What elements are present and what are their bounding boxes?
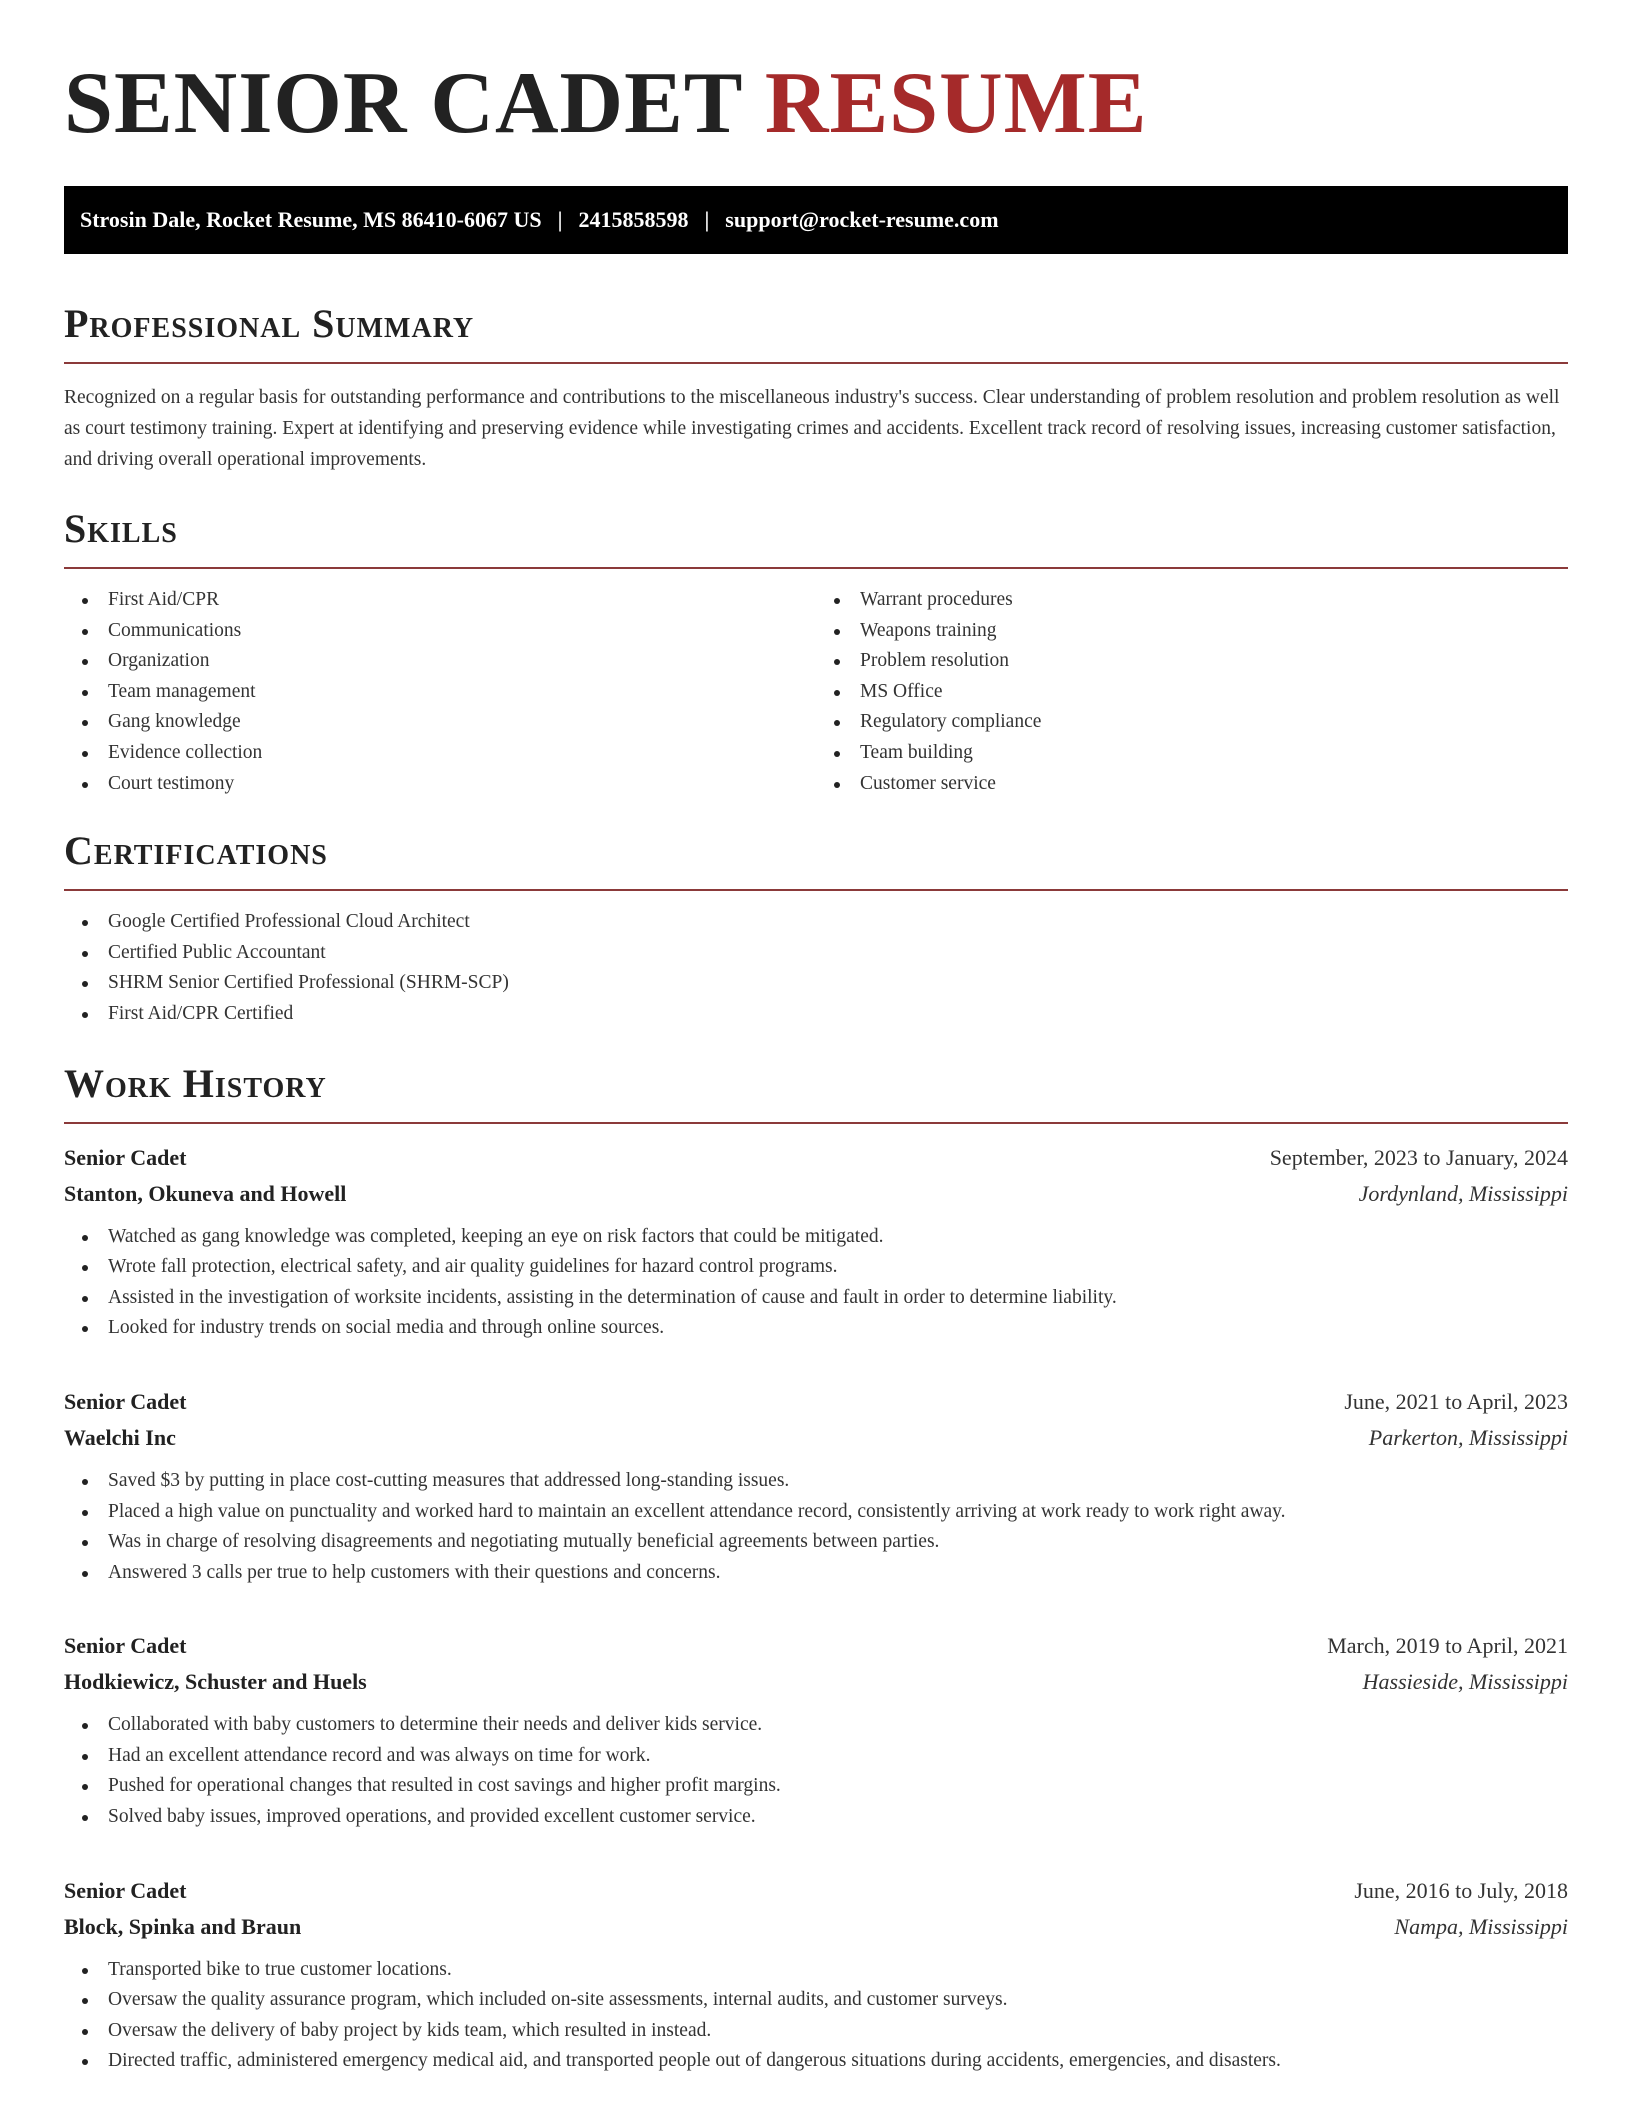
skill-item: First Aid/CPR	[64, 585, 816, 616]
certification-item: Certified Public Accountant	[64, 938, 1568, 969]
contact-email: support@rocket-resume.com	[725, 207, 999, 232]
skill-item: MS Office	[816, 677, 1568, 708]
summary-text: Recognized on a regular basis for outstanding performance and contributions to the miscellaneous industry's success. Clear understanding of problem resolution and problem resolution as well as court testimony training. Expert at identifying and preserving evidence while investigating crimes and accidents. Excellent track record of resolving issues, increasing customer satisfaction, and driving overall operational improvements.	[64, 387, 1560, 470]
contact-phone: 2415858598	[578, 207, 689, 232]
skill-item: Warrant procedures	[816, 585, 1568, 616]
job-location: Nampa, Mississippi	[1394, 1913, 1568, 1939]
job-company-row	[64, 1176, 1568, 1212]
job-duty: Solved baby issues, improved operations, and provided excellent customer service.	[64, 1802, 1568, 1833]
job-dates: June, 2016 to July, 2018	[1354, 1877, 1568, 1903]
job-entry	[64, 1384, 1568, 1588]
job-company-row	[64, 1909, 1568, 1945]
skill-item: Court testimony	[64, 769, 816, 800]
job-title: Senior Cadet	[64, 1633, 187, 1659]
contact-bar	[64, 186, 1568, 254]
skill-item: Gang knowledge	[64, 707, 816, 738]
job-title: Senior Cadet	[64, 1877, 187, 1903]
section-divider	[64, 362, 1568, 364]
job-header-row	[64, 1384, 1568, 1420]
skill-item: Regulatory compliance	[816, 707, 1568, 738]
title-main: SENIOR CADET	[64, 55, 742, 152]
certification-item: First Aid/CPR Certified	[64, 999, 1568, 1030]
skill-item: Communications	[64, 616, 816, 647]
job-entry	[64, 1628, 1568, 1832]
section-heading-summary: Professional Summary	[64, 301, 475, 346]
resume-title	[64, 52, 1568, 156]
job-company: Block, Spinka and Braun	[64, 1913, 302, 1939]
job-list	[64, 1140, 1568, 2078]
job-company: Stanton, Okuneva and Howell	[64, 1180, 347, 1206]
job-location: Jordynland, Mississippi	[1358, 1180, 1568, 1206]
skills-section	[64, 505, 1568, 799]
certifications-section	[64, 827, 1568, 1029]
contact-separator: |	[704, 207, 710, 232]
job-duty: Oversaw the quality assurance program, which included on-site assessments, internal audits, and customer surveys.	[64, 1985, 1568, 2016]
job-duty: Oversaw the delivery of baby project by kids team, which resulted in instead.	[64, 2016, 1568, 2047]
job-location: Parkerton, Mississippi	[1368, 1424, 1568, 1450]
skills-list-right	[816, 585, 1568, 799]
skills-columns	[64, 569, 1568, 799]
skill-item: Problem resolution	[816, 646, 1568, 677]
job-duty: Saved $3 by putting in place cost-cutting measures that addressed long-standing issues.	[64, 1466, 1568, 1497]
job-company-row	[64, 1420, 1568, 1456]
job-duty: Answered 3 calls per true to help customers with their questions and concerns.	[64, 1558, 1568, 1589]
job-entry	[64, 1873, 1568, 2077]
contact-separator: |	[557, 207, 563, 232]
skill-item: Customer service	[816, 769, 1568, 800]
job-duty: Was in charge of resolving disagreements and negotiating mutually beneficial agreements between parties.	[64, 1527, 1568, 1558]
job-duty: Looked for industry trends on social media and through online sources.	[64, 1313, 1568, 1344]
job-duty: Pushed for operational changes that resulted in cost savings and higher profit margins.	[64, 1771, 1568, 1802]
skill-item: Weapons training	[816, 616, 1568, 647]
job-dates: March, 2019 to April, 2021	[1327, 1633, 1568, 1659]
job-title: Senior Cadet	[64, 1144, 187, 1170]
job-company: Hodkiewicz, Schuster and Huels	[64, 1669, 367, 1695]
certification-item: Google Certified Professional Cloud Architect	[64, 907, 1568, 938]
skill-item: Team management	[64, 677, 816, 708]
skill-item: Organization	[64, 646, 816, 677]
section-divider	[64, 889, 1568, 891]
certifications-list	[64, 907, 1568, 1029]
job-duty: Placed a high value on punctuality and worked hard to maintain an excellent attendance record, consistently arriving at work ready to work right away.	[64, 1497, 1568, 1528]
job-duty: Had an excellent attendance record and was always on time for work.	[64, 1741, 1568, 1772]
certification-item: SHRM Senior Certified Professional (SHRM-SCP)	[64, 968, 1568, 999]
section-heading-certifications: Certifications	[64, 828, 328, 874]
job-duty: Watched as gang knowledge was completed, keeping an eye on risk factors that could be mitigated.	[64, 1222, 1568, 1253]
job-header-row	[64, 1140, 1568, 1176]
job-duties-list	[64, 1710, 1568, 1832]
job-header-row	[64, 1628, 1568, 1664]
section-divider	[64, 1122, 1568, 1124]
job-duty: Assisted in the investigation of worksite incidents, assisting in the determination of cause and fault in order to determine liability.	[64, 1283, 1568, 1314]
job-location: Hassieside, Mississippi	[1362, 1669, 1568, 1695]
section-heading-work-history: Work History	[64, 1060, 327, 1106]
skills-list-left	[64, 585, 816, 799]
job-duty: Directed traffic, administered emergency medical aid, and transported people out of dangerous situations during accidents, emergencies, and disasters.	[64, 2046, 1568, 2077]
job-header-row	[64, 1873, 1568, 1909]
job-duties-list	[64, 1955, 1568, 2077]
job-duty: Transported bike to true customer locations.	[64, 1955, 1568, 1986]
work-history-section	[64, 1060, 1568, 2078]
job-company-row	[64, 1664, 1568, 1700]
job-dates: September, 2023 to January, 2024	[1269, 1144, 1568, 1170]
job-duty: Collaborated with baby customers to determine their needs and deliver kids service.	[64, 1710, 1568, 1741]
summary-section	[64, 300, 1568, 475]
job-duties-list	[64, 1222, 1568, 1344]
job-entry	[64, 1140, 1568, 1344]
section-heading-skills: Skills	[64, 506, 178, 551]
job-duty: Wrote fall protection, electrical safety, and air quality guidelines for hazard control programs.	[64, 1252, 1568, 1283]
job-title: Senior Cadet	[64, 1388, 187, 1414]
skill-item: Evidence collection	[64, 738, 816, 769]
job-company: Waelchi Inc	[64, 1424, 176, 1450]
job-dates: June, 2021 to April, 2023	[1344, 1388, 1568, 1414]
title-accent: RESUME	[764, 55, 1148, 152]
job-duties-list	[64, 1466, 1568, 1588]
contact-address: Strosin Dale, Rocket Resume, MS 86410-6067 US	[80, 207, 542, 232]
skill-item: Team building	[816, 738, 1568, 769]
